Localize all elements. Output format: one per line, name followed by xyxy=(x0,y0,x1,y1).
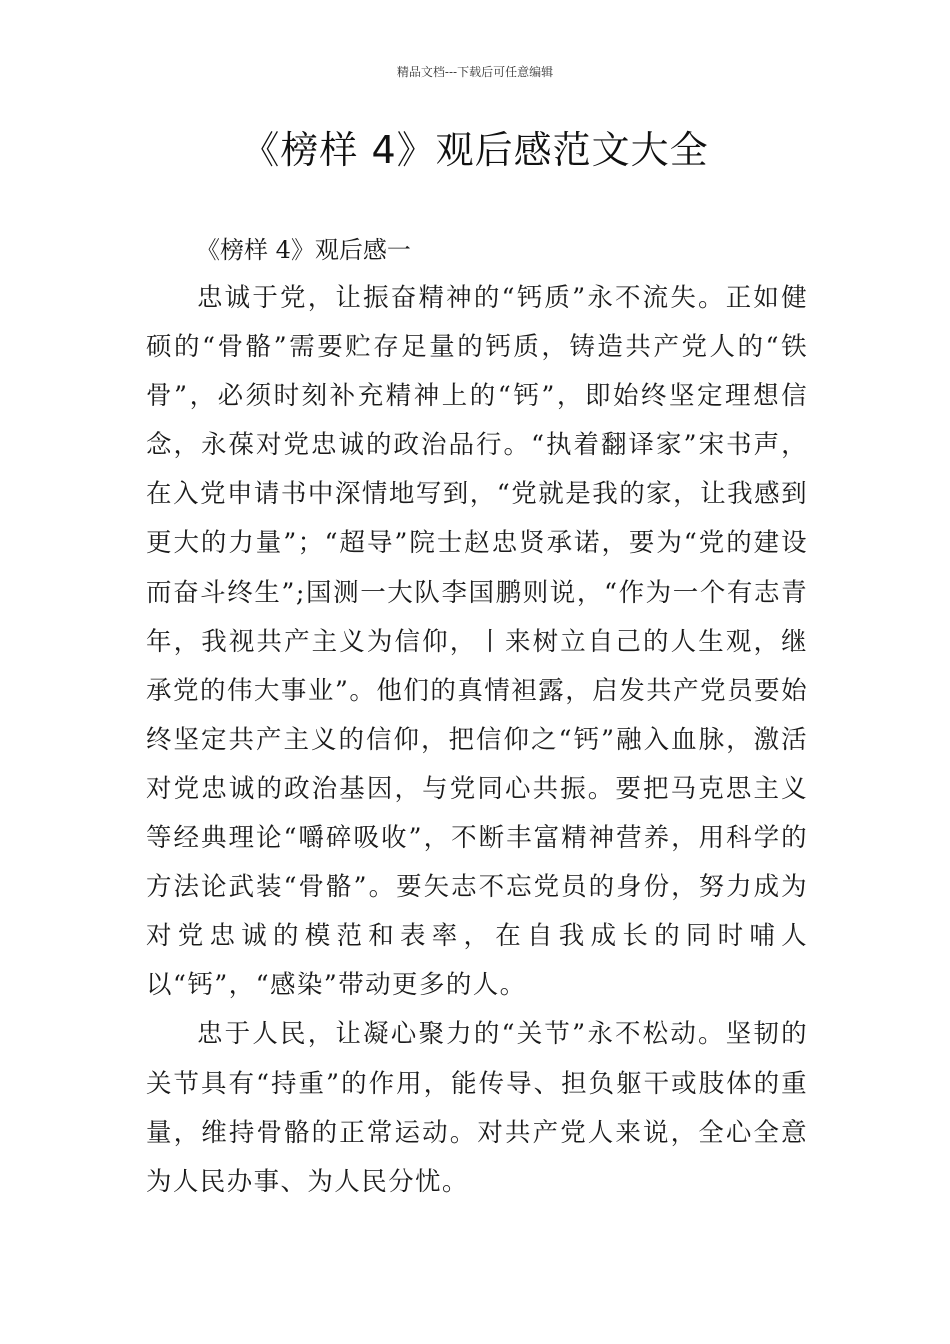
header-note: 精品文档---下载后可任意编辑 xyxy=(396,65,554,79)
section-heading: 《榜样 4》观后感一 xyxy=(196,236,411,264)
paragraph-2: 忠于人民，让凝心聚力的“关节”永不松动。坚韧的关节具有“持重”的作用，能传导、担负躯干或肢体的重量，维持骨骼的正常运动。对共产党人来说，全心全意为人民办事、为人民分忧。 xyxy=(146,1019,808,1197)
body-text xyxy=(146,274,808,1207)
document-title: 《榜样 4》观后感范文大全 xyxy=(241,128,709,172)
paragraph-1: 忠诚于党，让振奋精神的“钙质”永不流失。正如健硕的“骨骼”需要贮存足量的钙质，铸造共产党人的“铁骨”，必须时刻补充精神上的“钙”，即始终坚定理想信念，永葆对党忠诚的政治品行。“执着翻译家”宋书声，在入党申请书中深情地写到，“党就是我的家，让我感到更大的力量”；“超导”院士赵忠贤承诺，要为“党的建设而奋斗终生”;国测一大队李国鹏则说，“作为一个有志青年，我视共产主义为信仰，丨来树立自己的人生观，继承党的伟大事业”。他们的真情袒露，启发共产党员要始终坚定共产主义的信仰，把信仰之“钙”融入血脉，激活对党忠诚的政治基因，与党同心共振。要把马克思主义等经典理论“嚼碎吸收”，不断丰富精神营养，用科学的方法论武装“骨骼”。要矢志不忘党员的身份，努力成为对党忠诚的模范和表率，在自我成长的同时哺人以“钙”，“感染”带动更多的人。 xyxy=(146,283,808,1001)
